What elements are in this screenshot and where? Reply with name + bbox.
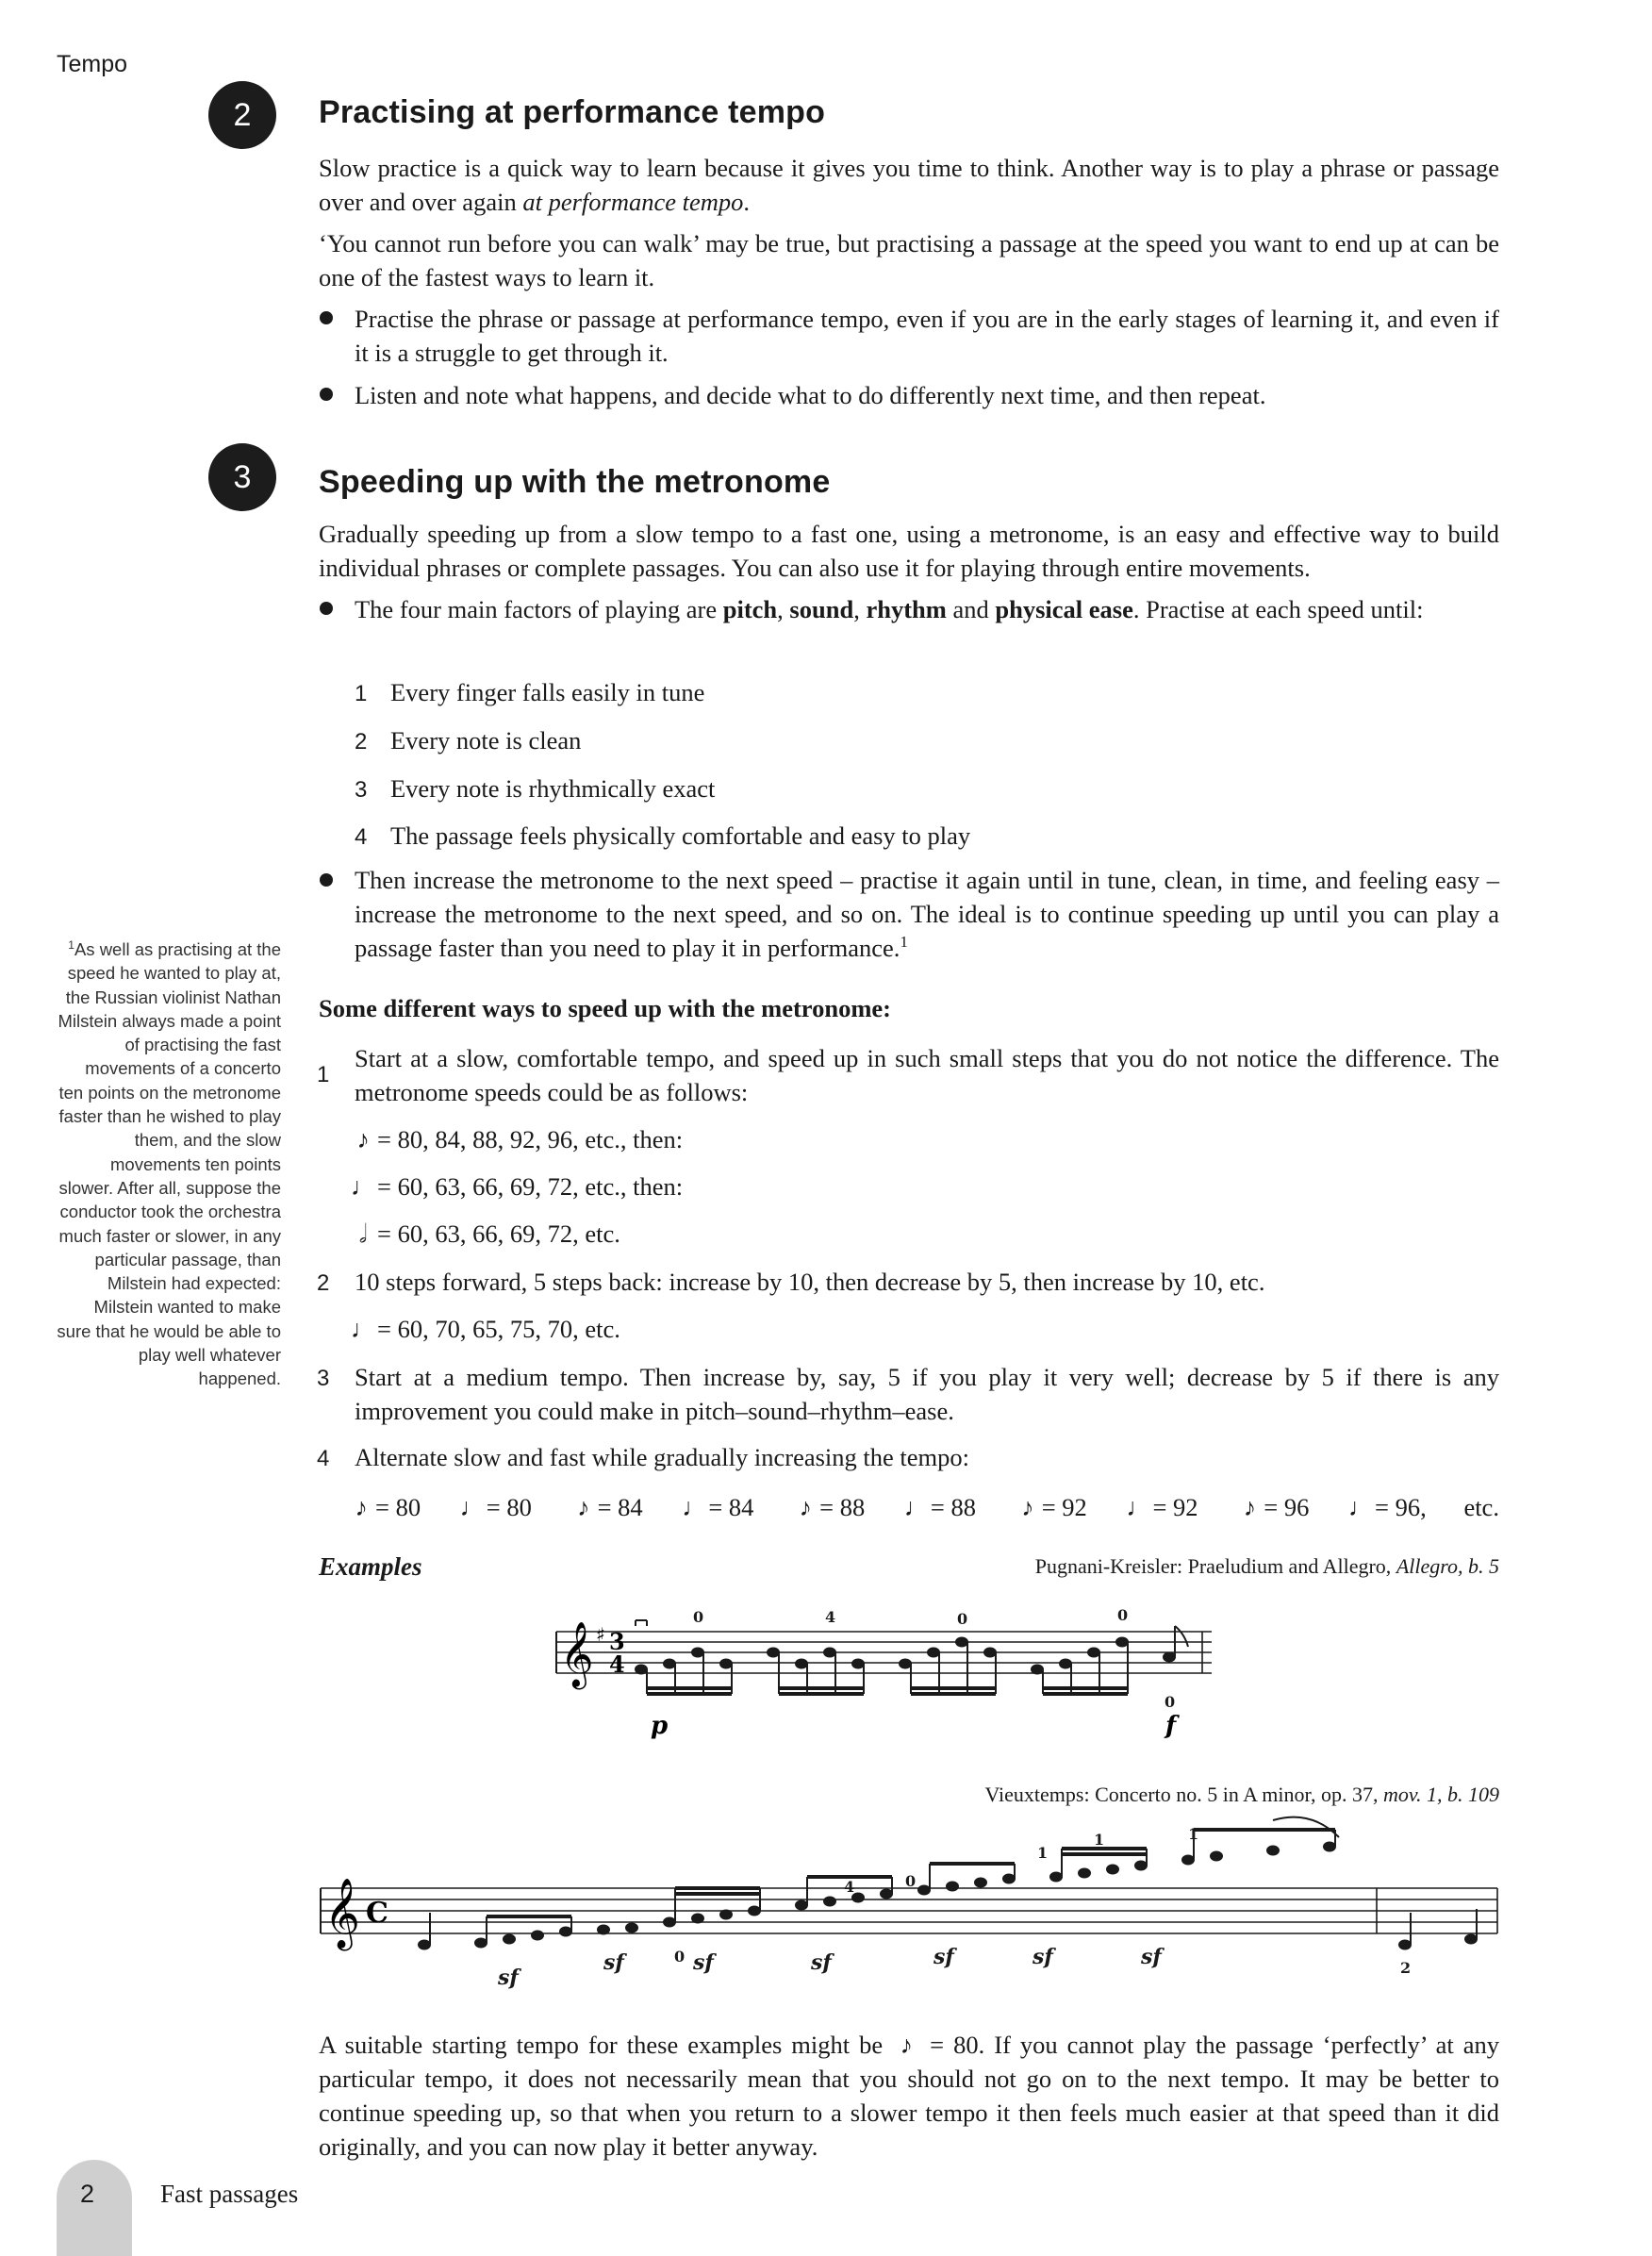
eighth-note-icon: ♪ <box>1021 1493 1034 1521</box>
svg-text:sf: sf <box>933 1945 954 1969</box>
section-3-bullet-1: The four main factors of playing are pitch, sound, rhythm and physical ease. Practise at each speed until: <box>355 595 1424 623</box>
tempo-pair: ♩= 80 <box>458 1490 532 1524</box>
section-3-intro: Gradually speeding up from a slow tempo to a fast one, using a metronome, is an easy and effective way to build individual phrases or complete passages. You can also use it for playing through entire movements. <box>319 520 1499 582</box>
svg-text:1: 1 <box>1037 1844 1049 1862</box>
checklist-item: The passage feels physically comfortable and easy to play <box>390 821 971 850</box>
way-number: 4 <box>317 1446 330 1471</box>
checklist-item: Every note is rhythmically exact <box>390 774 716 803</box>
section-2-title: Practising at performance tempo <box>319 94 826 130</box>
svg-text:2: 2 <box>1400 1959 1412 1977</box>
svg-text:sf: sf <box>1032 1945 1053 1969</box>
time-signature-common: C <box>366 1897 388 1930</box>
dynamic-f: f <box>1165 1712 1177 1740</box>
quarter-note-icon: ♩ <box>350 1315 376 1343</box>
svg-text:1: 1 <box>1188 1825 1199 1843</box>
checklist-item: Every note is clean <box>390 726 582 755</box>
checklist-number: 1 <box>355 681 368 706</box>
quarter-note-icon: ♩ <box>1126 1493 1151 1521</box>
section-2-badge: 2 <box>208 81 276 149</box>
tempo-pair: ♪ = 88 <box>791 1490 865 1524</box>
running-head: Tempo <box>57 51 128 77</box>
tempo-pair: ♪ = 96 <box>1235 1490 1309 1524</box>
time-signature-top: 3 <box>609 1628 625 1655</box>
bullet-dot <box>320 873 333 887</box>
eighth-note-icon: ♪ <box>576 1493 590 1521</box>
svg-text:0: 0 <box>674 1948 686 1966</box>
bullet-dot <box>320 388 333 401</box>
svg-text:sf: sf <box>1141 1945 1162 1969</box>
svg-text:sf: sf <box>811 1950 832 1975</box>
section-2-bullet-1: Practise the phrase or passage at performance tempo, even if you are in the early stages of learning it, and even if it is a struggle to get through it. <box>355 305 1499 367</box>
quarter-note-icon: ♩ <box>350 1172 376 1201</box>
svg-text:0: 0 <box>957 1610 968 1628</box>
way-3-text: Start at a medium tempo. Then increase by, say, 5 if you play it very well; decrease by 5 if there is any improvement you could make in pitch–sound–rhythm–ease. <box>355 1363 1499 1425</box>
svg-text:♯: ♯ <box>596 1623 605 1646</box>
eighth-note-icon: ♪ <box>799 1493 812 1521</box>
example-1-source: Pugnani-Kreisler: Praeludium and Allegro, Allegro, b. 5 <box>1034 1554 1499 1578</box>
tempo-pair: ♪ = 84 <box>570 1490 643 1524</box>
svg-text:0: 0 <box>1165 1693 1176 1711</box>
checklist-number: 4 <box>355 824 368 850</box>
alternate-tempo-row <box>347 1490 1499 1524</box>
quarter-note-icon: ♩ <box>682 1493 707 1521</box>
dynamic-p: p <box>651 1712 669 1740</box>
section-3-bullet-2: Then increase the metronome to the next speed – practise it again until in tune, clean, in time, and feeling easy – increase the metronome to the next speed, and so on. The ideal is to continue speeding up until you can play a passage faster than you need to play it in performance.$^1$ <box>355 866 1499 962</box>
tempo-line: 𝅗𝅥 = 60, 63, 66, 69, 72, etc. <box>349 1217 620 1251</box>
section-2-para-1: Slow practice is a quick way to learn because it gives you time to think. Another way is to play a phrase or passage over and over again at performance tempo. <box>319 154 1499 216</box>
section-2-bullet-2: Listen and note what happens, and decide what to do differently next time, and then repeat. <box>355 381 1266 409</box>
eighth-note-icon: ♪ <box>356 1125 370 1153</box>
tempo-pair: ♩= 92 <box>1124 1490 1198 1524</box>
section-3-title: Speeding up with the metronome <box>319 464 831 500</box>
svg-text:1: 1 <box>1094 1831 1105 1849</box>
closing-paragraph: A suitable starting tempo for these examples might be ♪ = 80. If you cannot play the passage ‘perfectly’ at any particular tempo, it does not necessarily mean that you should not go on to the next tempo. It may be better to continue speeding up, so that when you return to a slower tempo it then feels much easier at that speed than it did originally, and you can now play it better anyway. <box>319 2028 1499 2164</box>
tempo-pair: ♪ = 80 <box>347 1490 421 1524</box>
tempo-pair: ♩= 96, <box>1346 1490 1427 1524</box>
chapter-label: Fast passages <box>160 2180 299 2208</box>
svg-text:0: 0 <box>693 1608 704 1626</box>
tempo-line: ♩= 60, 70, 65, 75, 70, etc. <box>349 1312 620 1346</box>
eighth-note-icon: ♪ <box>1243 1493 1256 1521</box>
tempo-pair: ♩= 84 <box>680 1490 753 1524</box>
eighth-note-icon: ♪ <box>355 1493 368 1521</box>
way-1-text: Start at a slow, comfortable tempo, and speed up in such small steps that you do not notice the difference. The metronome speeds could be as follows: <box>355 1044 1499 1106</box>
svg-text:0: 0 <box>1117 1606 1129 1624</box>
eighth-note-icon: ♪ <box>900 2031 913 2059</box>
way-number: 2 <box>317 1270 330 1296</box>
tempo-line: ♩= 60, 63, 66, 69, 72, etc., then: <box>349 1169 683 1203</box>
svg-text:sf: sf <box>693 1950 714 1975</box>
margin-footnote: $^1$As well as practising at the speed he wanted to play at, the Russian violinist Nathan Milstein always made a point of practising the fast movements of a concerto ten points on the metronome faster than he wished to play them, and the slow movements ten points slower. After all, suppose the conductor took the orchestra much faster or slower, in any particular passage, than Milstein had expected: Milstein wanted to make sure that he would be able to play well whatever happened. <box>57 937 281 1389</box>
section-3-badge: 3 <box>208 443 276 511</box>
tempo-pair: ♪ = 92 <box>1014 1490 1087 1524</box>
treble-clef-icon: 𝄞 <box>560 1621 594 1687</box>
examples-heading: Examples <box>319 1552 422 1581</box>
half-note-icon: 𝅗𝅥 <box>358 1219 368 1248</box>
page-number: 2 <box>80 2180 95 2208</box>
ways-heading: Some different ways to speed up with the metronome: <box>319 994 891 1022</box>
tempo-etc: etc. <box>1463 1493 1499 1521</box>
svg-text:sf: sf <box>603 1950 624 1975</box>
bullet-dot <box>320 602 333 615</box>
way-number: 1 <box>317 1062 330 1087</box>
way-number: 3 <box>317 1366 330 1391</box>
example-1-score <box>547 1594 1235 1745</box>
svg-text:sf: sf <box>498 1966 519 1990</box>
tempo-line: ♪ = 80, 84, 88, 92, 96, etc., then: <box>349 1122 683 1156</box>
treble-clef-icon: 𝄞 <box>324 1879 360 1949</box>
section-2-para-2: ‘You cannot run before you can walk’ may be true, but practising a passage at the speed you want to end up at can be one of the fastest ways to learn it. <box>319 229 1499 291</box>
example-2-source: Vieuxtemps: Concerto no. 5 in A minor, op. 37, mov. 1, b. 109 <box>984 1783 1499 1806</box>
svg-text:4: 4 <box>844 1878 855 1896</box>
example-2-score <box>311 1811 1501 1999</box>
checklist-item: Every finger falls easily in tune <box>390 678 705 706</box>
way-2-text: 10 steps forward, 5 steps back: increase by 10, then decrease by 5, then increase by 10, etc. <box>355 1268 1265 1296</box>
tempo-pair: ♩= 88 <box>902 1490 976 1524</box>
checklist-number: 2 <box>355 729 368 755</box>
checklist-number: 3 <box>355 777 368 803</box>
quarter-note-icon: ♩ <box>459 1493 486 1521</box>
time-signature-bottom: 4 <box>609 1651 625 1678</box>
way-4-text: Alternate slow and fast while gradually increasing the tempo: <box>355 1443 969 1471</box>
bullet-dot <box>320 311 333 324</box>
quarter-note-icon: ♩ <box>903 1493 930 1521</box>
svg-text:4: 4 <box>825 1608 836 1626</box>
quarter-note-icon: ♩ <box>1347 1493 1374 1521</box>
svg-text:0: 0 <box>905 1872 917 1890</box>
